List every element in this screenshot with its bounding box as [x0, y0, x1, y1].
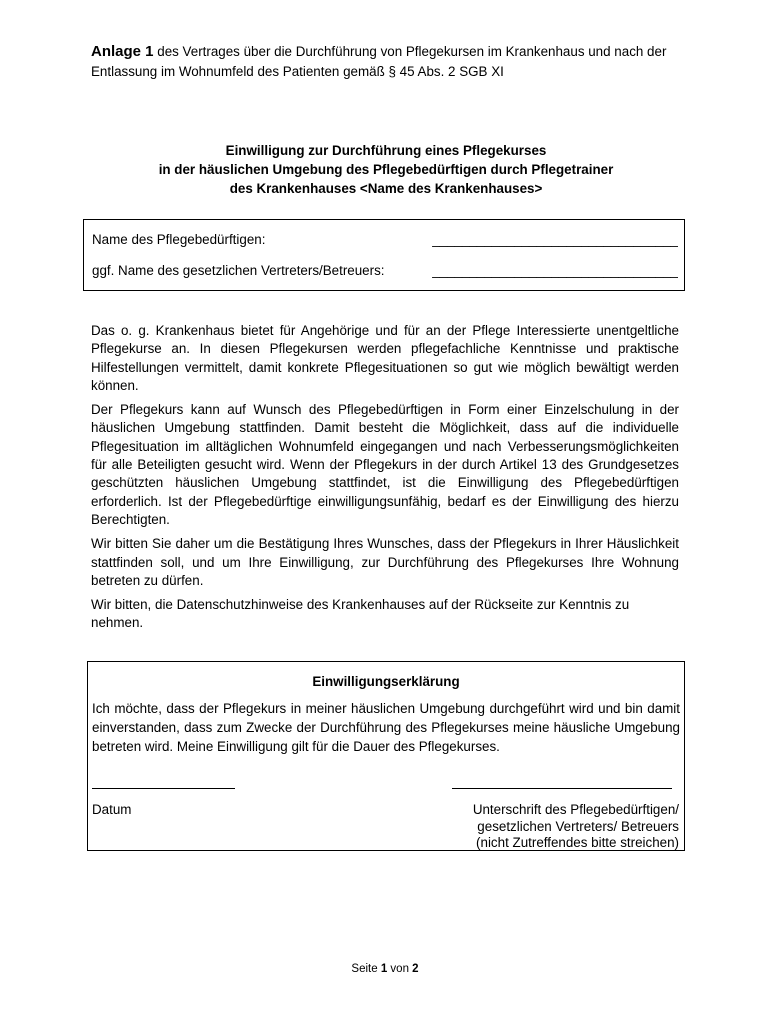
consent-box	[87, 661, 685, 851]
page-prefix: Seite	[351, 963, 381, 975]
signature-caption-line-2: gesetzlichen Vertreters/ Betreuers	[477, 818, 679, 834]
signature-caption	[473, 802, 679, 852]
name-box	[83, 219, 685, 291]
page-total: 2	[412, 963, 419, 975]
intro-text: des Vertrages über die Durchführung von Pflegekursen im Krankenhaus und nach der Entlassung im Wohnumfeld des Patienten gemäß § 45 Abs. 2 SGB XI	[91, 44, 667, 79]
date-label: Datum	[92, 802, 132, 817]
representative-name-label: ggf. Name des gesetzlichen Vertreters/Betreuers:	[92, 263, 385, 278]
body-paragraph-4: Wir bitten, die Datenschutzhinweise des Krankenhauses auf der Rückseite zur Kenntnis zu nehmen.	[91, 597, 630, 631]
body-paragraph-3: Wir bitten Sie daher um die Bestätigung Ihres Wunsches, dass der Pflegekurs in Ihrer Häuslichkeit stattfinden soll, und um Ihre Einwilligung, zur Durchführung des Pflegekurses Ihre Wohnung betreten zu dürfen.	[91, 536, 679, 588]
signature-caption-line-3: (nicht Zutreffendes bitte streichen)	[476, 835, 679, 850]
patient-name-field[interactable]: _________________________________	[432, 232, 678, 247]
document-title	[91, 141, 681, 198]
representative-name-field[interactable]: _________________________________	[432, 263, 678, 278]
page-current: 1	[380, 963, 388, 975]
patient-name-row	[92, 230, 678, 250]
consent-title: Einwilligungserklärung	[312, 674, 460, 689]
title-line-2: in der häuslichen Umgebung des Pflegebedürftigen durch Pflegetrainer	[158, 162, 614, 177]
anlage-label: Anlage 1	[91, 43, 154, 60]
date-line[interactable]	[92, 788, 235, 789]
signature-line[interactable]	[452, 788, 672, 789]
page-middle: von	[387, 963, 413, 975]
title-line-3: des Krankenhauses <Name des Krankenhauses>	[229, 181, 543, 196]
body-text	[91, 322, 679, 639]
consent-text: Ich möchte, dass der Pflegekurs in meiner häuslichen Umgebung durchgeführt wird und bin damit einverstanden, dass zum Zwecke der Durchführung des Pflegekurses meine häusliche Umgebung betreten wird. Meine Einwilligung gilt für die Dauer des Pflegekurses.	[92, 701, 680, 754]
signature-caption-line-1: Unterschrift des Pflegebedürftigen/	[472, 802, 679, 817]
body-paragraph-1: Das o. g. Krankenhaus bietet für Angehörige und für an der Pflege Interessierte unentgeltliche Pflegekurse an. In diesen Pflegekursen werden pflegefachliche Kenntnisse und praktische Hilfestellungen vermittelt, damit konkrete Pflegesituationen so gut wie möglich bewältigt werden können.	[91, 323, 679, 393]
page-footer	[0, 963, 770, 975]
body-paragraph-2: Der Pflegekurs kann auf Wunsch des Pflegebedürftigen in Form einer Einzelschulung in der häuslichen Umgebung stattfinden. Damit besteht die Möglichkeit, dass auf die individuelle Pflegesituation im alltäglichen Wohnumfeld eingegangen und nach Verbesserungsmöglichkeiten für alle Beteiligten gesucht wird. Wenn der Pflegekurs in der durch Artikel 13 des Grundgesetzes geschützten häuslichen Umgebung stattfindet, ist die Einwilligung des Pflegebedürftigen erforderlich. Ist der Pflegebedürftige einwilligungsunfähig, bedarf es der Einwilligung des hierzu Berechtigten.	[91, 402, 679, 527]
title-line-1: Einwilligung zur Durchführung eines Pflegekurses	[225, 143, 547, 158]
patient-name-label: Name des Pflegebedürftigen:	[92, 232, 266, 247]
intro-paragraph	[91, 42, 691, 82]
representative-name-row	[92, 261, 678, 281]
